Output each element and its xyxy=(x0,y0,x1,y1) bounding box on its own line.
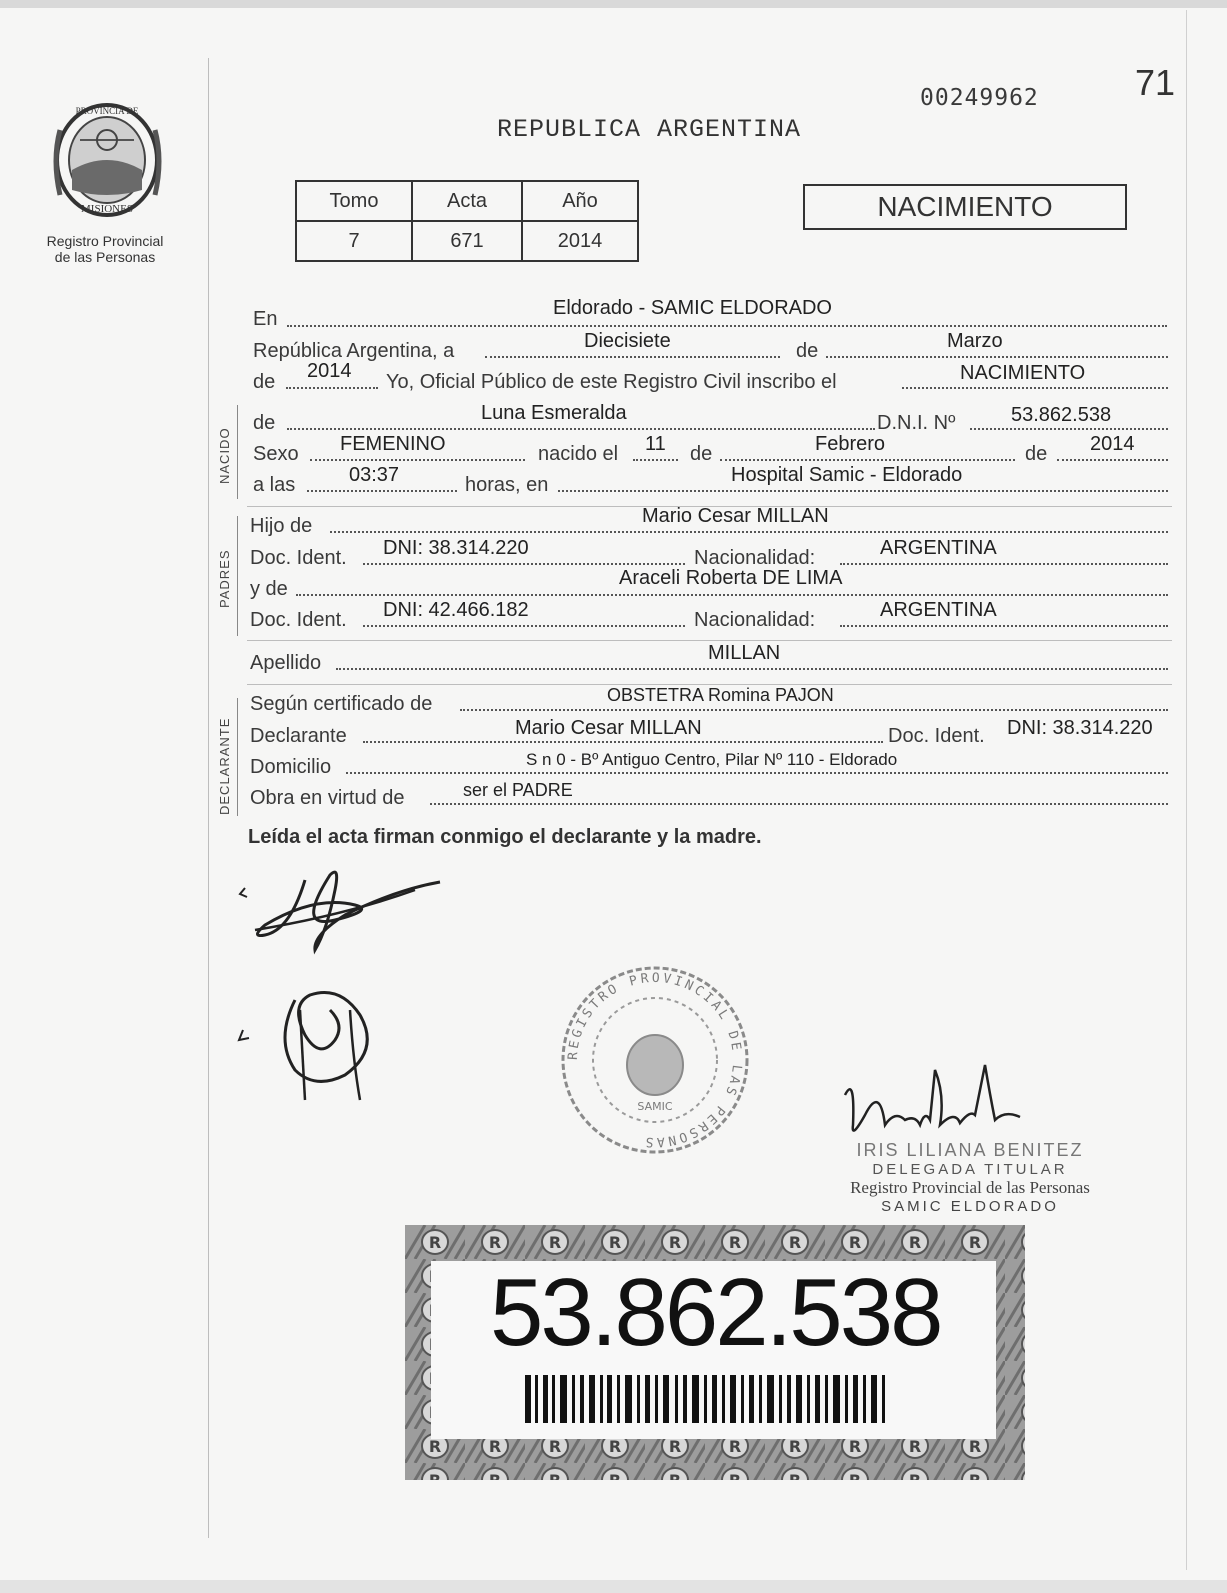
stamp-inner-text: SAMIC xyxy=(637,1100,673,1113)
obra-value: ser el PADRE xyxy=(463,780,573,800)
registry-caption xyxy=(30,233,180,265)
seal-text-bottom: MISIONES xyxy=(81,203,133,215)
dotted-line xyxy=(287,325,1167,327)
register-header-tomo: Tomo xyxy=(296,181,412,221)
section-bar xyxy=(237,698,238,816)
de-label-2: de xyxy=(690,443,713,465)
statement-text: Yo, Oficial Público de este Registro Civil inscribo el xyxy=(386,371,837,393)
obra-label: Obra en virtud de xyxy=(250,787,405,809)
nacionalidad-label: Nacionalidad: xyxy=(694,547,816,569)
seal-text-top: PROVINCIA DE xyxy=(75,106,139,116)
section-divider xyxy=(247,640,1172,641)
domicilio-label: Domicilio xyxy=(250,756,332,778)
declarante-doc-label: Doc. Ident. xyxy=(888,725,985,747)
dotted-line xyxy=(346,772,1168,774)
margin-rule xyxy=(208,58,209,1538)
year-label: de xyxy=(253,371,276,393)
signature-officer-icon xyxy=(835,1055,1035,1150)
dotted-line xyxy=(840,563,1168,565)
birth-month: Febrero xyxy=(815,433,886,455)
dotted-line xyxy=(363,563,685,565)
signature-declarant-icon xyxy=(235,860,450,970)
dotted-line xyxy=(485,356,780,358)
section-label-declarante: DECLARANTE xyxy=(217,717,232,815)
officer-title: DELEGADA TITULAR xyxy=(872,1161,1068,1178)
register-header-ano: Año xyxy=(522,181,638,221)
sexo-label: Sexo xyxy=(253,443,299,465)
record-type: NACIMIENTO xyxy=(803,184,1127,230)
dotted-line xyxy=(720,459,1015,461)
apellido-label: Apellido xyxy=(250,652,322,674)
birth-year: 2014 xyxy=(1090,433,1135,455)
year-value: 2014 xyxy=(307,360,352,382)
dotted-line xyxy=(363,625,685,627)
closing-statement: Leída el acta firman conmigo el declarante y la madre. xyxy=(248,826,762,848)
child-dni: 53.862.538 xyxy=(1011,404,1112,426)
declarante-doc: DNI: 38.314.220 xyxy=(1007,717,1153,739)
registry-line-1: Registro Provincial xyxy=(46,233,164,249)
mother-name: Araceli Roberta DE LIMA xyxy=(619,567,843,589)
dotted-line xyxy=(307,490,457,492)
dotted-line xyxy=(826,356,1168,358)
officer-block xyxy=(830,1140,1110,1215)
section-label-padres: PADRES xyxy=(217,549,232,608)
dotted-line xyxy=(840,625,1168,627)
serial-number: 00249962 xyxy=(920,85,1039,111)
birth-time: 03:37 xyxy=(349,464,400,486)
officer-place: SAMIC ELDORADO xyxy=(881,1198,1059,1215)
month-value: Marzo xyxy=(947,330,1003,352)
section-bar xyxy=(237,516,238,636)
birth-day: 11 xyxy=(645,433,666,455)
registry-line-2: de las Personas xyxy=(54,249,156,265)
dotted-line xyxy=(336,668,1168,670)
cert-label: Según certificado de xyxy=(250,693,433,715)
scan-edge-bottom xyxy=(0,1580,1227,1593)
dotted-line xyxy=(287,428,875,430)
nacido-de-label: de xyxy=(253,412,276,434)
de-label-3: de xyxy=(1025,443,1048,465)
sexo-value: FEMENINO xyxy=(340,433,446,455)
section-label-nacido: NACIDO xyxy=(217,427,232,484)
declarante-name: Mario Cesar MILLAN xyxy=(515,717,702,739)
dotted-line xyxy=(296,594,1168,596)
apellido-value: MILLAN xyxy=(708,642,781,664)
father-nationality: ARGENTINA xyxy=(880,537,997,559)
hijo-label: Hijo de xyxy=(250,515,313,537)
domicilio-value: S n 0 - Bº Antiguo Centro, Pilar Nº 110 - Eldorado xyxy=(526,750,898,769)
doc-label: Doc. Ident. xyxy=(250,609,347,631)
dotted-line xyxy=(558,490,1168,492)
nacido-label: nacido el xyxy=(538,443,619,465)
official-stamp-icon xyxy=(555,960,755,1160)
register-header-row xyxy=(296,181,638,221)
nacionalidad-label: Nacionalidad: xyxy=(694,609,816,631)
day-value: Diecisiete xyxy=(584,330,671,352)
father-name: Mario Cesar MILLAN xyxy=(642,505,829,527)
register-value-row xyxy=(296,221,638,261)
section-bar xyxy=(237,405,238,499)
dotted-line xyxy=(310,459,525,461)
alas-label: a las xyxy=(253,474,296,496)
register-tomo: 7 xyxy=(296,221,412,261)
dotted-line xyxy=(1057,459,1168,461)
father-doc: DNI: 38.314.220 xyxy=(383,537,529,559)
horas-label: horas, en xyxy=(465,474,549,496)
dotted-line xyxy=(633,459,678,461)
signature-mother-icon xyxy=(235,980,395,1110)
register-header-acta: Acta xyxy=(412,181,522,221)
dotted-line xyxy=(430,803,1168,805)
dotted-line xyxy=(902,387,1168,389)
hospital-value: Hospital Samic - Eldorado xyxy=(731,464,963,486)
place-value: Eldorado - SAMIC ELDORADO xyxy=(553,297,832,319)
declarante-label: Declarante xyxy=(250,725,347,747)
republic-label: República Argentina, a xyxy=(253,340,455,362)
page-number: 71 xyxy=(1135,62,1176,103)
en-label: En xyxy=(253,308,278,330)
doc-label: Doc. Ident. xyxy=(250,547,347,569)
country-title: REPUBLICA ARGENTINA xyxy=(497,115,802,144)
cert-value: OBSTETRA Romina PAJON xyxy=(607,685,834,705)
mother-nationality: ARGENTINA xyxy=(880,599,997,621)
register-acta: 671 xyxy=(412,221,522,261)
act-value: NACIMIENTO xyxy=(960,362,1086,384)
dotted-line xyxy=(970,428,1168,430)
dotted-line xyxy=(363,741,883,743)
dotted-line xyxy=(286,387,378,389)
page-edge xyxy=(1186,10,1187,1570)
provincial-seal-icon xyxy=(50,100,165,220)
sticker-number: 53.862.538 xyxy=(490,1259,941,1366)
officer-org: Registro Provincial de las Personas xyxy=(850,1178,1090,1197)
stamp-ring-text: REGISTRO PROVINCIAL DE LAS PERSONAS xyxy=(565,970,745,1150)
child-name: Luna Esmeralda xyxy=(481,402,627,424)
officer-name: IRIS LILIANA BENITEZ xyxy=(856,1140,1084,1160)
dotted-line xyxy=(330,531,1168,533)
mother-doc: DNI: 42.466.182 xyxy=(383,599,529,621)
register-table xyxy=(295,180,639,262)
dotted-line xyxy=(460,709,1168,711)
dni-label: D.N.I. Nº xyxy=(877,412,956,434)
yde-label: y de xyxy=(250,578,288,600)
de-label: de xyxy=(796,340,819,362)
register-ano: 2014 xyxy=(522,221,638,261)
scan-edge-top xyxy=(0,0,1227,8)
